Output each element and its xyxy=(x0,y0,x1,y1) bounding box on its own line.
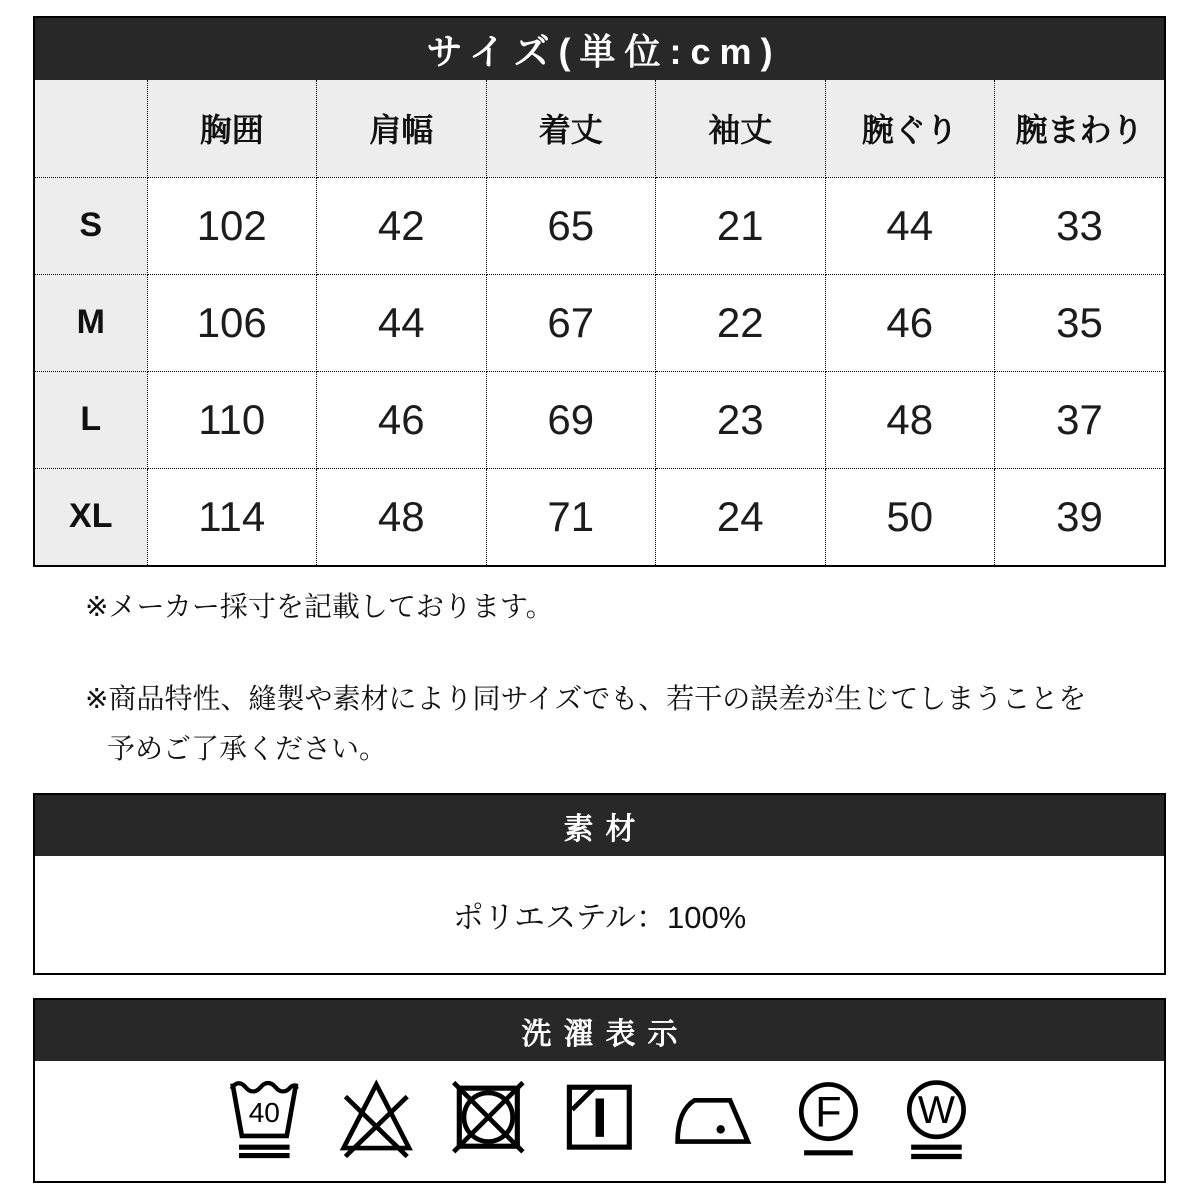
care-symbols-row xyxy=(35,1061,1164,1179)
size-table-title: サイズ(単位:cm) xyxy=(426,30,782,72)
measurement-cell: 114 xyxy=(147,468,317,565)
no-bleach-icon xyxy=(337,1076,416,1164)
svg-text:40: 40 xyxy=(248,1096,281,1128)
measurement-cell: 44 xyxy=(825,177,995,274)
size-table-section xyxy=(33,16,1166,567)
size-row-M xyxy=(35,274,1164,371)
measurement-cell: 65 xyxy=(486,177,656,274)
measurement-cell: 48 xyxy=(825,371,995,468)
size-label-M: M xyxy=(35,274,147,371)
size-row-L xyxy=(35,371,1164,468)
measurement-cell: 35 xyxy=(995,274,1165,371)
size-table-header-row xyxy=(35,80,1164,177)
care-title-bar xyxy=(35,1000,1164,1061)
measurement-cell: 50 xyxy=(825,468,995,565)
column-header-5: 腕ぐり xyxy=(825,80,995,177)
measurement-cell: 37 xyxy=(995,371,1165,468)
measurement-cell: 71 xyxy=(486,468,656,565)
column-header-3: 着丈 xyxy=(486,80,656,177)
measurement-cell: 67 xyxy=(486,274,656,371)
measurement-cell: 22 xyxy=(656,274,826,371)
material-title: 素材 xyxy=(563,812,648,846)
measurement-cell: 39 xyxy=(995,468,1165,565)
measurement-cell: 46 xyxy=(317,371,487,468)
iron-low-heat-icon xyxy=(672,1076,758,1164)
material-value: ポリエステル：100% xyxy=(452,900,747,935)
measurement-cell: 44 xyxy=(317,274,487,371)
svg-text:F: F xyxy=(815,1088,842,1137)
column-header-1: 胸囲 xyxy=(147,80,317,177)
size-row-XL xyxy=(35,468,1164,565)
no-tumble-dry-icon xyxy=(449,1076,528,1164)
measurement-cell: 102 xyxy=(147,177,317,274)
wet-clean-very-gentle-icon xyxy=(899,1076,974,1164)
size-table-title-bar xyxy=(35,18,1164,80)
size-label-L: L xyxy=(35,371,147,468)
size-row-S xyxy=(35,177,1164,274)
care-title: 洗濯表示 xyxy=(521,1017,690,1051)
measurement-cell: 69 xyxy=(486,371,656,468)
column-header-4: 袖丈 xyxy=(656,80,826,177)
note-size-tolerance-line-1: ※商品特性、縫製や素材により同サイズでも、若干の誤差が生じてしまうことを xyxy=(85,683,1087,714)
wash-40c-gentle-icon xyxy=(225,1076,304,1164)
measurement-cell: 46 xyxy=(825,274,995,371)
column-header-6: 腕まわり xyxy=(995,80,1165,177)
material-section xyxy=(33,793,1166,975)
measurement-cell: 33 xyxy=(995,177,1165,274)
dry-clean-petroleum-icon xyxy=(791,1076,866,1164)
note-size-tolerance-line-2: 予めご了承ください。 xyxy=(107,733,388,764)
measurement-cell: 48 xyxy=(317,468,487,565)
measurement-cell: 21 xyxy=(656,177,826,274)
column-header-2: 肩幅 xyxy=(317,80,487,177)
note-manufacturer-measurement: ※メーカー採寸を記載しております。 xyxy=(85,591,554,622)
care-section xyxy=(33,998,1166,1183)
size-table xyxy=(35,80,1164,565)
line-dry-in-shade-icon xyxy=(560,1076,639,1164)
measurement-cell: 23 xyxy=(656,371,826,468)
material-body xyxy=(35,856,1164,973)
material-title-bar xyxy=(35,795,1164,856)
measurement-cell: 106 xyxy=(147,274,317,371)
size-label-XL: XL xyxy=(35,468,147,565)
measurement-cell: 24 xyxy=(656,468,826,565)
measurement-cell: 110 xyxy=(147,371,317,468)
size-label-S: S xyxy=(35,177,147,274)
size-table-corner-cell xyxy=(35,80,147,177)
measurement-cell: 42 xyxy=(317,177,487,274)
svg-text:W: W xyxy=(917,1087,955,1132)
